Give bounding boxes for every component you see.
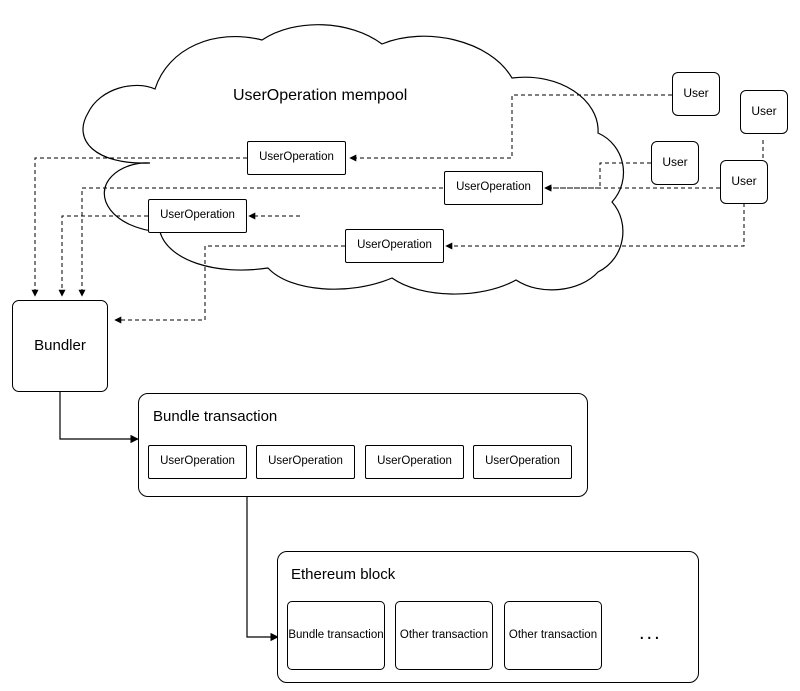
bundler-node[interactable]: Bundler bbox=[12, 300, 108, 392]
block-transaction-3[interactable]: Other transaction bbox=[504, 601, 602, 670]
mempool-title: UserOperation mempool bbox=[233, 87, 408, 104]
user-node-2[interactable]: User bbox=[740, 90, 788, 134]
mempool-useroperation-3[interactable]: UserOperation bbox=[148, 199, 247, 233]
edge-bundle-to-block bbox=[247, 497, 278, 637]
user-node-4[interactable]: User bbox=[720, 160, 768, 204]
edge-op3-to-bundler bbox=[62, 216, 148, 296]
bundle-transaction-title: Bundle transaction bbox=[153, 408, 278, 425]
user-node-1[interactable]: User bbox=[672, 72, 720, 116]
user-node-3[interactable]: User bbox=[651, 141, 699, 185]
block-more-indicator: ... bbox=[639, 622, 662, 644]
bundle-useroperation-2[interactable]: UserOperation bbox=[256, 445, 355, 479]
bundle-useroperation-3[interactable]: UserOperation bbox=[365, 445, 464, 479]
mempool-useroperation-1[interactable]: UserOperation bbox=[247, 141, 346, 175]
mempool-useroperation-2[interactable]: UserOperation bbox=[444, 171, 543, 205]
bundle-useroperation-4[interactable]: UserOperation bbox=[473, 445, 572, 479]
ethereum-block-title: Ethereum block bbox=[291, 566, 396, 583]
edge-bundler-to-bundle bbox=[60, 392, 138, 439]
block-transaction-2[interactable]: Other transaction bbox=[395, 601, 493, 670]
bundle-useroperation-1[interactable]: UserOperation bbox=[148, 445, 247, 479]
mempool-useroperation-4[interactable]: UserOperation bbox=[345, 229, 444, 263]
block-transaction-1[interactable]: Bundle transaction bbox=[287, 601, 385, 670]
